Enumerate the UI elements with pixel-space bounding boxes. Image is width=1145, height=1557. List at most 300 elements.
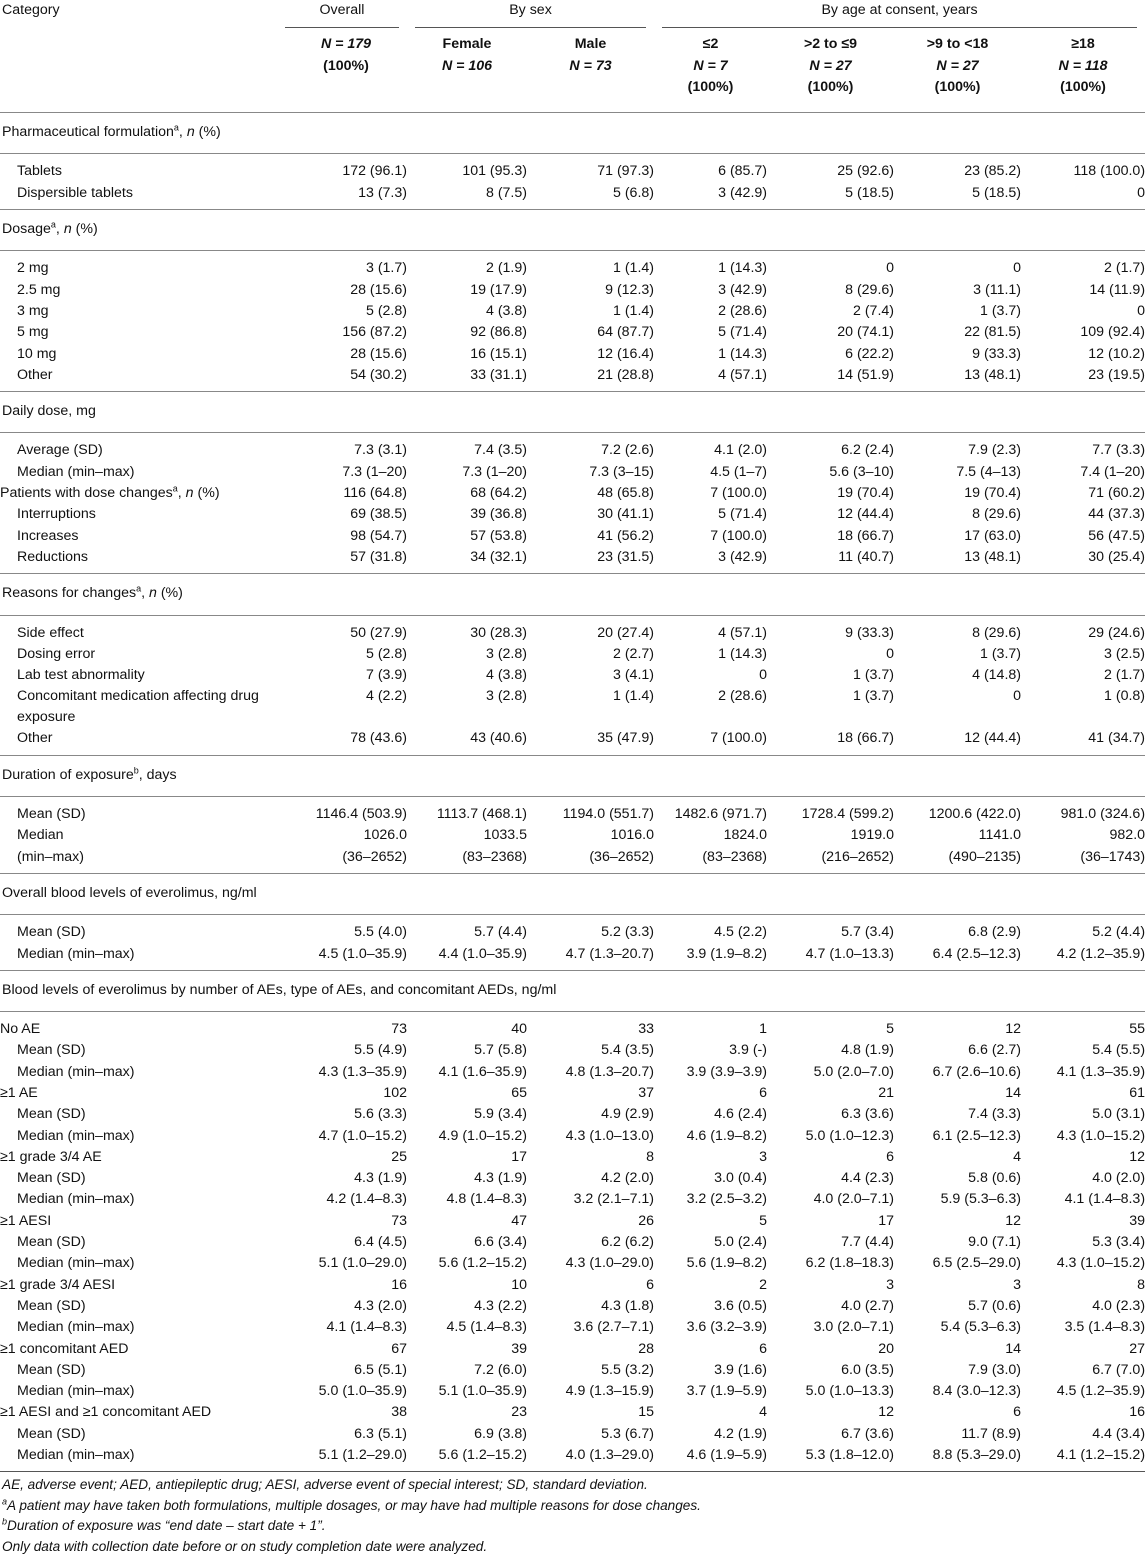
value-cell: 7.3 (3.1) — [354, 442, 407, 459]
value-cell: 3 (4.1) — [613, 667, 655, 684]
value-cell: 20 (27.4) — [597, 624, 655, 641]
value-cell: 3.9 (1.9–8.2) — [686, 945, 768, 962]
value-cell: 11 (40.7) — [838, 548, 895, 565]
row-label: 5 mg — [17, 324, 49, 341]
value-cell: 16 — [391, 1276, 407, 1293]
section-title: Dosage$^a$, n (%) — [0, 210, 1145, 251]
table-row — [0, 665, 1145, 686]
column-header-0: N = 179 (100%) — [320, 36, 372, 74]
value-cell: 116 (64.8) — [343, 485, 407, 502]
value-cell: 78 (43.6) — [350, 730, 407, 747]
value-cell: 6 — [886, 1148, 895, 1165]
value-cell: 8 (29.6) — [845, 281, 895, 298]
value-cell: 4.8 (1.3–20.7) — [565, 1063, 655, 1080]
value-cell: 16 (15.1) — [470, 345, 527, 362]
value-cell: 7.7 (4.4) — [841, 1234, 895, 1251]
value-cell: 11.7 (8.9) — [961, 1425, 1022, 1442]
value-cell: 172 (96.1) — [342, 163, 407, 180]
table-row — [0, 797, 1145, 826]
value-cell: 7 (100.0) — [710, 485, 768, 502]
value-cell: 38 — [391, 1404, 407, 1421]
value-cell: 8 (29.6) — [972, 506, 1022, 523]
table-row — [0, 183, 1145, 210]
value-cell: 0 — [886, 260, 895, 277]
value-cell: 6.2 (6.2) — [601, 1234, 655, 1251]
table-row — [0, 1104, 1145, 1125]
value-cell: 9 (12.3) — [605, 281, 655, 298]
row-label: ≥1 concomitant AED — [0, 1340, 129, 1357]
value-cell: 39 — [1129, 1212, 1145, 1229]
value-cell: 4.2 (2.0) — [601, 1170, 655, 1187]
value-cell: 4.7 (1.0–15.2) — [318, 1127, 407, 1144]
column-header-3: ≤2 N = 7 (100%) — [687, 36, 734, 95]
value-cell: 4.3 (1.0–15.2) — [1056, 1127, 1145, 1144]
value-cell: 5.4 (5.3–6.3) — [940, 1319, 1022, 1336]
row-label: No AE — [0, 1021, 41, 1038]
value-cell: 14 (11.9) — [1089, 281, 1145, 298]
value-cell: 1016.0 — [610, 827, 655, 844]
row-label: 10 mg — [17, 345, 57, 362]
value-cell: 30 (25.4) — [1088, 548, 1145, 565]
footnotes — [0, 1472, 1145, 1557]
value-cell: 5.3 (1.8–12.0) — [805, 1447, 895, 1464]
section-title: Pharmaceutical formulation$^a$, n (%) — [0, 113, 1145, 154]
value-cell: 5.1 (1.2–29.0) — [318, 1447, 407, 1464]
value-cell: 14 (51.9) — [837, 366, 895, 383]
value-cell: 4 (57.1) — [718, 366, 768, 383]
value-cell: 28 — [638, 1340, 655, 1357]
value-cell: 6.4 (2.5–12.3) — [932, 945, 1022, 962]
value-cell: 6.1 (2.5–12.3) — [932, 1127, 1022, 1144]
row-label: ≥1 AESI — [0, 1212, 52, 1229]
value-cell: 5 (71.4) — [718, 324, 768, 341]
value-cell: 9.0 (7.1) — [968, 1234, 1022, 1251]
value-cell: 156 (87.2) — [342, 324, 407, 341]
value-cell: (490–2135) — [948, 848, 1022, 865]
value-cell: 6.5 (2.5–29.0) — [932, 1255, 1022, 1272]
value-cell: 6.7 (3.6) — [841, 1425, 895, 1442]
value-cell: 17 (63.0) — [964, 527, 1022, 544]
value-cell: 4 (57.1) — [718, 624, 768, 641]
value-cell: 3.0 (0.4) — [714, 1170, 768, 1187]
value-cell: 27 — [1129, 1340, 1145, 1357]
value-cell: 73 — [391, 1212, 407, 1229]
value-cell: 6.7 (2.6–10.6) — [932, 1063, 1022, 1080]
section-title: Daily dose, mg — [0, 392, 1145, 433]
table-row — [0, 251, 1145, 280]
value-cell: 34 (32.1) — [470, 548, 527, 565]
value-cell: 7 (3.9) — [365, 667, 407, 684]
section-header-row — [0, 873, 1145, 914]
value-cell: 4.7 (1.3–20.7) — [565, 945, 655, 962]
value-cell: 23 (31.5) — [597, 548, 655, 565]
value-cell: 17 — [511, 1148, 527, 1165]
table-row — [0, 504, 1145, 525]
value-cell: 21 — [878, 1084, 895, 1101]
value-cell: 8 (29.6) — [972, 624, 1022, 641]
value-cell: (36–2652) — [342, 848, 407, 865]
row-label: Side effect — [17, 624, 84, 641]
value-cell: 3.2 (2.5–3.2) — [686, 1191, 768, 1208]
value-cell: 41 (56.2) — [597, 527, 655, 544]
row-label: Median (min–max) — [17, 1127, 135, 1144]
value-cell: 2 (1.7) — [1104, 260, 1145, 277]
row-label: ≥1 grade 3/4 AE — [0, 1148, 102, 1165]
table-row — [0, 1083, 1145, 1104]
value-cell: 1033.5 — [483, 827, 527, 844]
value-cell: 3.7 (1.9–5.9) — [686, 1383, 768, 1400]
value-cell: 4.4 (2.3) — [841, 1170, 895, 1187]
value-cell: 5.0 (1.0–35.9) — [318, 1383, 407, 1400]
value-cell: 9 (33.3) — [845, 624, 895, 641]
value-cell: 13 (48.1) — [964, 548, 1022, 565]
row-label: Interruptions — [17, 506, 96, 523]
value-cell: 9 (33.3) — [972, 345, 1022, 362]
value-cell: 6.4 (4.5) — [354, 1234, 407, 1251]
value-cell: 7.4 (3.3) — [968, 1106, 1022, 1123]
value-cell: 5.6 (3–10) — [829, 463, 895, 480]
value-cell: 30 (41.1) — [597, 506, 655, 523]
table-row — [0, 1339, 1145, 1360]
value-cell: 1919.0 — [850, 827, 895, 844]
table-row — [0, 1360, 1145, 1381]
value-cell: 4.5 (1–7) — [710, 463, 768, 480]
value-cell: 4.0 (2.3) — [1092, 1297, 1145, 1314]
value-cell: 28 (15.6) — [350, 281, 407, 298]
value-cell: 39 — [511, 1340, 527, 1357]
footnote-b: $^b$Duration of exposure was “end date – start date + 1”. — [2, 1516, 326, 1534]
value-cell: 5.3 (3.4) — [1092, 1234, 1145, 1251]
value-cell: 4.5 (2.2) — [714, 924, 768, 941]
row-label: Other — [17, 366, 53, 383]
row-label: Mean (SD) — [17, 1170, 86, 1187]
value-cell: 6 (85.7) — [718, 163, 768, 180]
value-cell: 102 — [383, 1084, 407, 1101]
row-label: Median (min–max) — [17, 945, 135, 962]
table-row — [0, 526, 1145, 547]
column-header-4: >2 to ≤9 N = 27 (100%) — [803, 36, 858, 95]
value-cell: 5.7 (4.4) — [474, 924, 527, 941]
value-cell: 4.6 (1.9–8.2) — [686, 1127, 768, 1144]
value-cell: 5 (18.5) — [972, 184, 1022, 201]
value-cell: 71 (60.2) — [1088, 485, 1145, 502]
value-cell: 5.2 (3.3) — [601, 924, 655, 941]
value-cell: 1824.0 — [723, 827, 768, 844]
value-cell: 4 (2.2) — [365, 688, 407, 705]
row-label: Median (min–max) — [17, 1447, 135, 1464]
value-cell: 98 (54.7) — [350, 527, 407, 544]
row-label: Mean (SD) — [17, 1297, 86, 1314]
table-row — [0, 1062, 1145, 1083]
row-label: Patients with dose changes$^a$, n (%) — [0, 483, 220, 502]
value-cell: 3.2 (2.1–7.1) — [573, 1191, 655, 1208]
row-label: Median (min–max) — [17, 463, 135, 480]
table-row — [0, 1232, 1145, 1253]
header-row — [0, 0, 1145, 28]
value-cell: 4.8 (1.9) — [841, 1042, 895, 1059]
row-label: Other — [17, 730, 53, 747]
row-label: Median (min–max) — [17, 1383, 135, 1400]
value-cell: 6 — [1013, 1404, 1022, 1421]
value-cell: 10 — [511, 1276, 527, 1293]
section-header-row — [0, 970, 1145, 1011]
value-cell: 39 (36.8) — [470, 506, 527, 523]
value-cell: 6.5 (5.1) — [354, 1361, 407, 1378]
value-cell: 13 (48.1) — [964, 366, 1022, 383]
value-cell: 7.2 (6.0) — [474, 1361, 527, 1378]
value-cell: 5.6 (1.2–15.2) — [438, 1255, 527, 1272]
value-cell: 7.4 (1–20) — [1080, 463, 1145, 480]
table-row — [0, 301, 1145, 322]
value-cell: 5.0 (2.0–7.0) — [813, 1063, 895, 1080]
table-row — [0, 1296, 1145, 1317]
value-cell: 1 (1.4) — [613, 688, 655, 705]
value-cell: 4.3 (2.2) — [474, 1297, 527, 1314]
value-cell: 3.9 (-) — [729, 1042, 768, 1059]
row-label: 2.5 mg — [17, 281, 61, 298]
value-cell: 41 (34.7) — [1088, 730, 1145, 747]
value-cell: 50 (27.9) — [350, 624, 407, 641]
value-cell: 4.3 (1.9) — [474, 1170, 527, 1187]
value-cell: 20 (74.1) — [837, 324, 895, 341]
row-label: Dispersible tablets — [17, 184, 133, 201]
row-label: Increases — [17, 527, 79, 544]
value-cell: 5.5 (4.0) — [354, 924, 407, 941]
value-cell: 4.0 (2.0–7.1) — [813, 1191, 895, 1208]
section-header-row — [0, 574, 1145, 615]
value-cell: 8 — [646, 1148, 655, 1165]
value-cell: 54 (30.2) — [350, 366, 407, 383]
row-label: Mean (SD) — [17, 806, 86, 823]
value-cell: (216–2652) — [821, 848, 895, 865]
table-row — [0, 433, 1145, 462]
table-row — [0, 944, 1145, 971]
value-cell: 4.5 (1.0–35.9) — [318, 945, 407, 962]
value-cell: 3.9 (1.6) — [714, 1361, 768, 1378]
value-cell: 5.0 (3.1) — [1092, 1106, 1145, 1123]
table-row — [0, 1040, 1145, 1061]
value-cell: 33 — [638, 1021, 655, 1038]
row-label: Mean (SD) — [17, 1106, 86, 1123]
value-cell: 4.7 (1.0–13.3) — [805, 945, 895, 962]
section-title: Blood levels of everolimus by number of AEs, type of AEs, and concomitant AEDs, ng/ml — [0, 970, 1145, 1011]
section-header-row — [0, 392, 1145, 433]
row-label: 3 mg — [17, 302, 49, 319]
row-label: ≥1 AE — [0, 1084, 38, 1101]
value-cell: 6 — [646, 1276, 655, 1293]
value-cell: 16 — [1129, 1404, 1145, 1421]
table-row — [0, 1445, 1145, 1471]
value-cell: 57 (31.8) — [350, 548, 407, 565]
value-cell: 73 — [391, 1021, 407, 1038]
value-cell: 12 (10.2) — [1088, 345, 1145, 362]
value-cell: 109 (92.4) — [1080, 324, 1145, 341]
row-label: Median (min–max) — [17, 1063, 135, 1080]
value-cell: 47 — [511, 1212, 527, 1229]
value-cell: 3.0 (2.0–7.1) — [813, 1319, 895, 1336]
row-label: Mean (SD) — [17, 1234, 86, 1251]
value-cell: 1482.6 (971.7) — [674, 806, 768, 823]
value-cell: 3 (11.1) — [973, 281, 1022, 298]
value-cell: 5.7 (3.4) — [841, 924, 895, 941]
section-title: Duration of exposure$^b$, days — [0, 755, 1145, 796]
row-label: (min–max) — [17, 848, 85, 865]
value-cell: 1 (3.7) — [980, 302, 1022, 319]
value-cell: 8.8 (5.3–29.0) — [932, 1447, 1022, 1464]
row-label: Mean (SD) — [17, 1361, 86, 1378]
value-cell: 25 (92.6) — [837, 163, 895, 180]
section-title: Reasons for changes$^a$, n (%) — [0, 574, 1145, 615]
value-cell: 8 — [1137, 1276, 1145, 1293]
value-cell: 4.3 (2.0) — [354, 1297, 407, 1314]
value-cell: 5.4 (3.5) — [601, 1042, 655, 1059]
table-row — [0, 728, 1145, 755]
value-cell: 7.7 (3.3) — [1092, 442, 1145, 459]
value-cell: 4.1 (1.4–8.3) — [326, 1319, 407, 1336]
value-cell: 12 — [878, 1404, 895, 1421]
value-cell: 13 (7.3) — [358, 184, 407, 201]
value-cell: 1 (14.3) — [718, 260, 768, 277]
value-cell: 20 — [878, 1340, 895, 1357]
value-cell: 5 (6.8) — [613, 184, 655, 201]
value-cell: 4.9 (1.0–15.2) — [438, 1127, 527, 1144]
value-cell: 1026.0 — [363, 827, 407, 844]
value-cell: 1194.0 (551.7) — [562, 806, 655, 823]
table-row — [0, 280, 1145, 301]
value-cell: 3 (42.9) — [718, 184, 768, 201]
table-row — [0, 1147, 1145, 1168]
value-cell: 5.5 (4.9) — [354, 1042, 407, 1059]
value-cell: 1 (3.7) — [853, 688, 895, 705]
value-cell: 4 (3.8) — [485, 667, 527, 684]
column-header-1: Female N = 106 — [441, 36, 493, 74]
value-cell: 4.5 (1.2–35.9) — [1056, 1383, 1145, 1400]
value-cell: 33 (31.1) — [470, 366, 527, 383]
table-row — [0, 365, 1145, 392]
value-cell: 6.8 (2.9) — [968, 924, 1022, 941]
by-age-group-header: By age at consent, years — [654, 0, 1145, 28]
value-cell: 30 (28.3) — [470, 624, 527, 641]
value-cell: 12 — [1129, 1148, 1145, 1165]
value-cell: 1 (1.4) — [613, 260, 655, 277]
value-cell: 15 — [638, 1404, 655, 1421]
value-cell: 4.6 (2.4) — [714, 1106, 768, 1123]
value-cell: 5.0 (1.0–12.3) — [805, 1127, 895, 1144]
value-cell: 67 — [391, 1340, 407, 1357]
table-row — [0, 1381, 1145, 1402]
table-row — [0, 462, 1145, 483]
value-cell: 12 (16.4) — [597, 345, 655, 362]
column-header-6: ≥18 N = 118 (100%) — [1058, 36, 1108, 95]
table-row — [0, 615, 1145, 644]
value-cell: 8.4 (3.0–12.3) — [932, 1383, 1022, 1400]
value-cell: 5 (2.8) — [365, 302, 407, 319]
value-cell: 22 (81.5) — [964, 324, 1022, 341]
value-cell: 71 (97.3) — [597, 163, 655, 180]
value-cell: 982.0 — [1109, 827, 1145, 844]
value-cell: 4.0 (2.7) — [841, 1297, 895, 1314]
row-label: 2 mg — [17, 260, 49, 277]
value-cell: 68 (64.2) — [470, 485, 527, 502]
table-row — [0, 483, 1145, 504]
value-cell: 4.8 (1.4–8.3) — [446, 1191, 527, 1208]
value-cell: 6 (22.2) — [845, 345, 895, 362]
value-cell: 2 (1.7) — [1104, 667, 1145, 684]
table-row — [0, 1126, 1145, 1147]
value-cell: 1728.4 (599.2) — [801, 806, 895, 823]
value-cell: 5.6 (1.9–8.2) — [686, 1255, 768, 1272]
value-cell: 4.3 (1.8) — [601, 1297, 655, 1314]
value-cell: 1113.7 (468.1) — [436, 806, 527, 823]
value-cell: 25 — [391, 1148, 407, 1165]
value-cell: 6.6 (3.4) — [474, 1234, 527, 1251]
value-cell: 21 (28.8) — [597, 366, 655, 383]
value-cell: 3.6 (3.2–3.9) — [686, 1319, 768, 1336]
value-cell: 3 — [886, 1276, 895, 1293]
value-cell: 3 (2.8) — [485, 645, 527, 662]
value-cell: 1 (3.7) — [853, 667, 895, 684]
value-cell: 4 — [759, 1404, 768, 1421]
value-cell: (83–2368) — [462, 848, 527, 865]
table-row — [0, 915, 1145, 944]
value-cell: 64 (87.7) — [597, 324, 655, 341]
value-cell: 4.3 (1.3–35.9) — [318, 1063, 407, 1080]
value-cell: 5.0 (1.0–13.3) — [805, 1383, 895, 1400]
value-cell: 1 — [759, 1021, 768, 1038]
value-cell: 0 — [759, 667, 768, 684]
value-cell: 5.6 (1.2–15.2) — [438, 1447, 527, 1464]
table-row — [0, 154, 1145, 183]
value-cell: 6.2 (1.8–18.3) — [805, 1255, 895, 1272]
value-cell: 19 (17.9) — [470, 281, 527, 298]
value-cell: 1 (3.7) — [980, 645, 1022, 662]
section-title: Overall blood levels of everolimus, ng/ml — [0, 873, 1145, 914]
value-cell: 4.3 (1.9) — [354, 1170, 407, 1187]
value-cell: 7.9 (2.3) — [968, 442, 1022, 459]
value-cell: 7.2 (2.6) — [601, 442, 655, 459]
value-cell: 48 (65.8) — [597, 485, 655, 502]
section-header-row — [0, 210, 1145, 251]
value-cell: 61 — [1129, 1084, 1145, 1101]
value-cell: 14 — [1005, 1084, 1022, 1101]
row-label: ≥1 grade 3/4 AESI — [0, 1276, 116, 1293]
value-cell: 7 (100.0) — [710, 527, 768, 544]
value-cell: 4.2 (1.2–35.9) — [1056, 945, 1145, 962]
value-cell: 8 (7.5) — [485, 184, 527, 201]
value-cell: 981.0 (324.6) — [1060, 806, 1145, 823]
value-cell: 18 (66.7) — [837, 730, 895, 747]
value-cell: 3 (42.9) — [718, 548, 768, 565]
value-cell: 5.2 (4.4) — [1092, 924, 1145, 941]
value-cell: 2 (2.7) — [613, 645, 655, 662]
by-sex-group-header: By sex — [407, 0, 654, 28]
table-row — [0, 547, 1145, 574]
table-row — [0, 644, 1145, 665]
section-header-row — [0, 113, 1145, 154]
value-cell: 118 (100.0) — [1073, 163, 1145, 180]
value-cell: 2 — [759, 1276, 768, 1293]
value-cell: 5.0 (2.4) — [714, 1234, 768, 1251]
value-cell: 12 (44.4) — [837, 506, 895, 523]
value-cell: 5.8 (0.6) — [968, 1170, 1022, 1187]
value-cell: (83–2368) — [702, 848, 768, 865]
value-cell: 37 — [638, 1084, 655, 1101]
value-cell: 7.5 (4–13) — [956, 463, 1022, 480]
value-cell: 3.6 (2.7–7.1) — [573, 1319, 655, 1336]
value-cell: 12 — [1005, 1212, 1022, 1229]
value-cell: 5.7 (0.6) — [968, 1297, 1022, 1314]
value-cell: 2 (1.9) — [485, 260, 527, 277]
